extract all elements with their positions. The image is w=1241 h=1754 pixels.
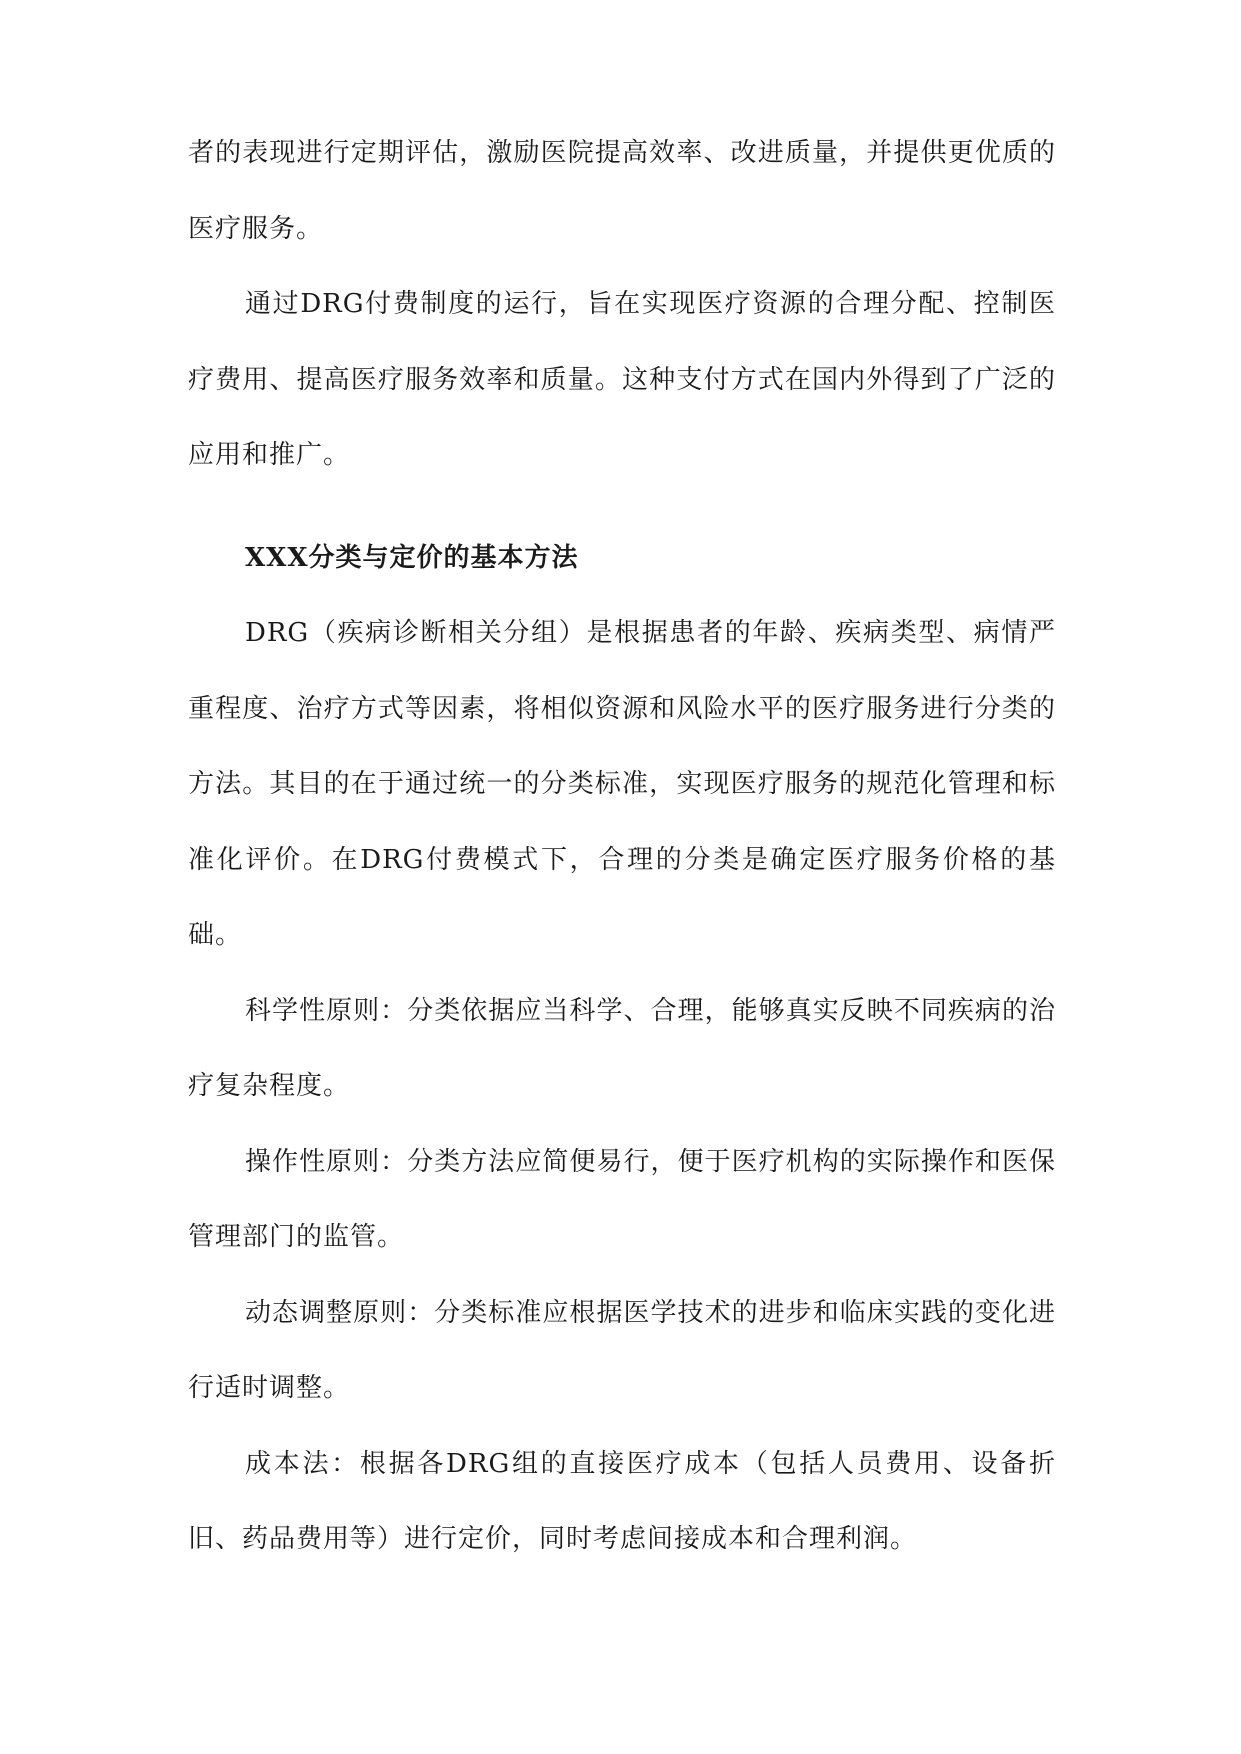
section-heading: XXX分类与定价的基本方法 [245, 542, 579, 573]
paragraph-dynamic-principle: 动态调整原则：分类标准应根据医学技术的进步和临床实践的变化进行适时调整。 [188, 1297, 1056, 1403]
paragraph-scientific-principle: 科学性原则：分类依据应当科学、合理，能够真实反映不同疾病的治疗复杂程度。 [188, 995, 1056, 1101]
section-spacer [188, 494, 1056, 521]
paragraph-drg-definition: DRG（疾病诊断相关分组）是根据患者的年龄、疾病类型、病情严重程度、治疗方式等因素，将相似资源和风险水平的医疗服务进行分类的方法。其目的在于通过统一的分类标准，实现医疗服务的规范化管理和标准化评价。在DRG付费模式下，合理的分类是确定医疗服务价格的基础。 [188, 618, 1056, 950]
paragraph-continuation: 者的表现进行定期评估，激励医院提高效率、改进质量，并提供更优质的医疗服务。 [188, 138, 1056, 244]
document-body [188, 116, 1056, 1578]
paragraph-drg-goal: 通过DRG付费制度的运行，旨在实现医疗资源的合理分配、控制医疗费用、提高医疗服务效率和质量。这种支付方式在国内外得到了广泛的应用和推广。 [188, 289, 1056, 470]
paragraph-cost-method: 成本法：根据各DRG组的直接医疗成本（包括人员费用、设备折旧、药品费用等）进行定价，同时考虑间接成本和合理利润。 [188, 1448, 1056, 1554]
paragraph-operability-principle: 操作性原则：分类方法应简便易行，便于医疗机构的实际操作和医保管理部门的监管。 [188, 1146, 1056, 1252]
